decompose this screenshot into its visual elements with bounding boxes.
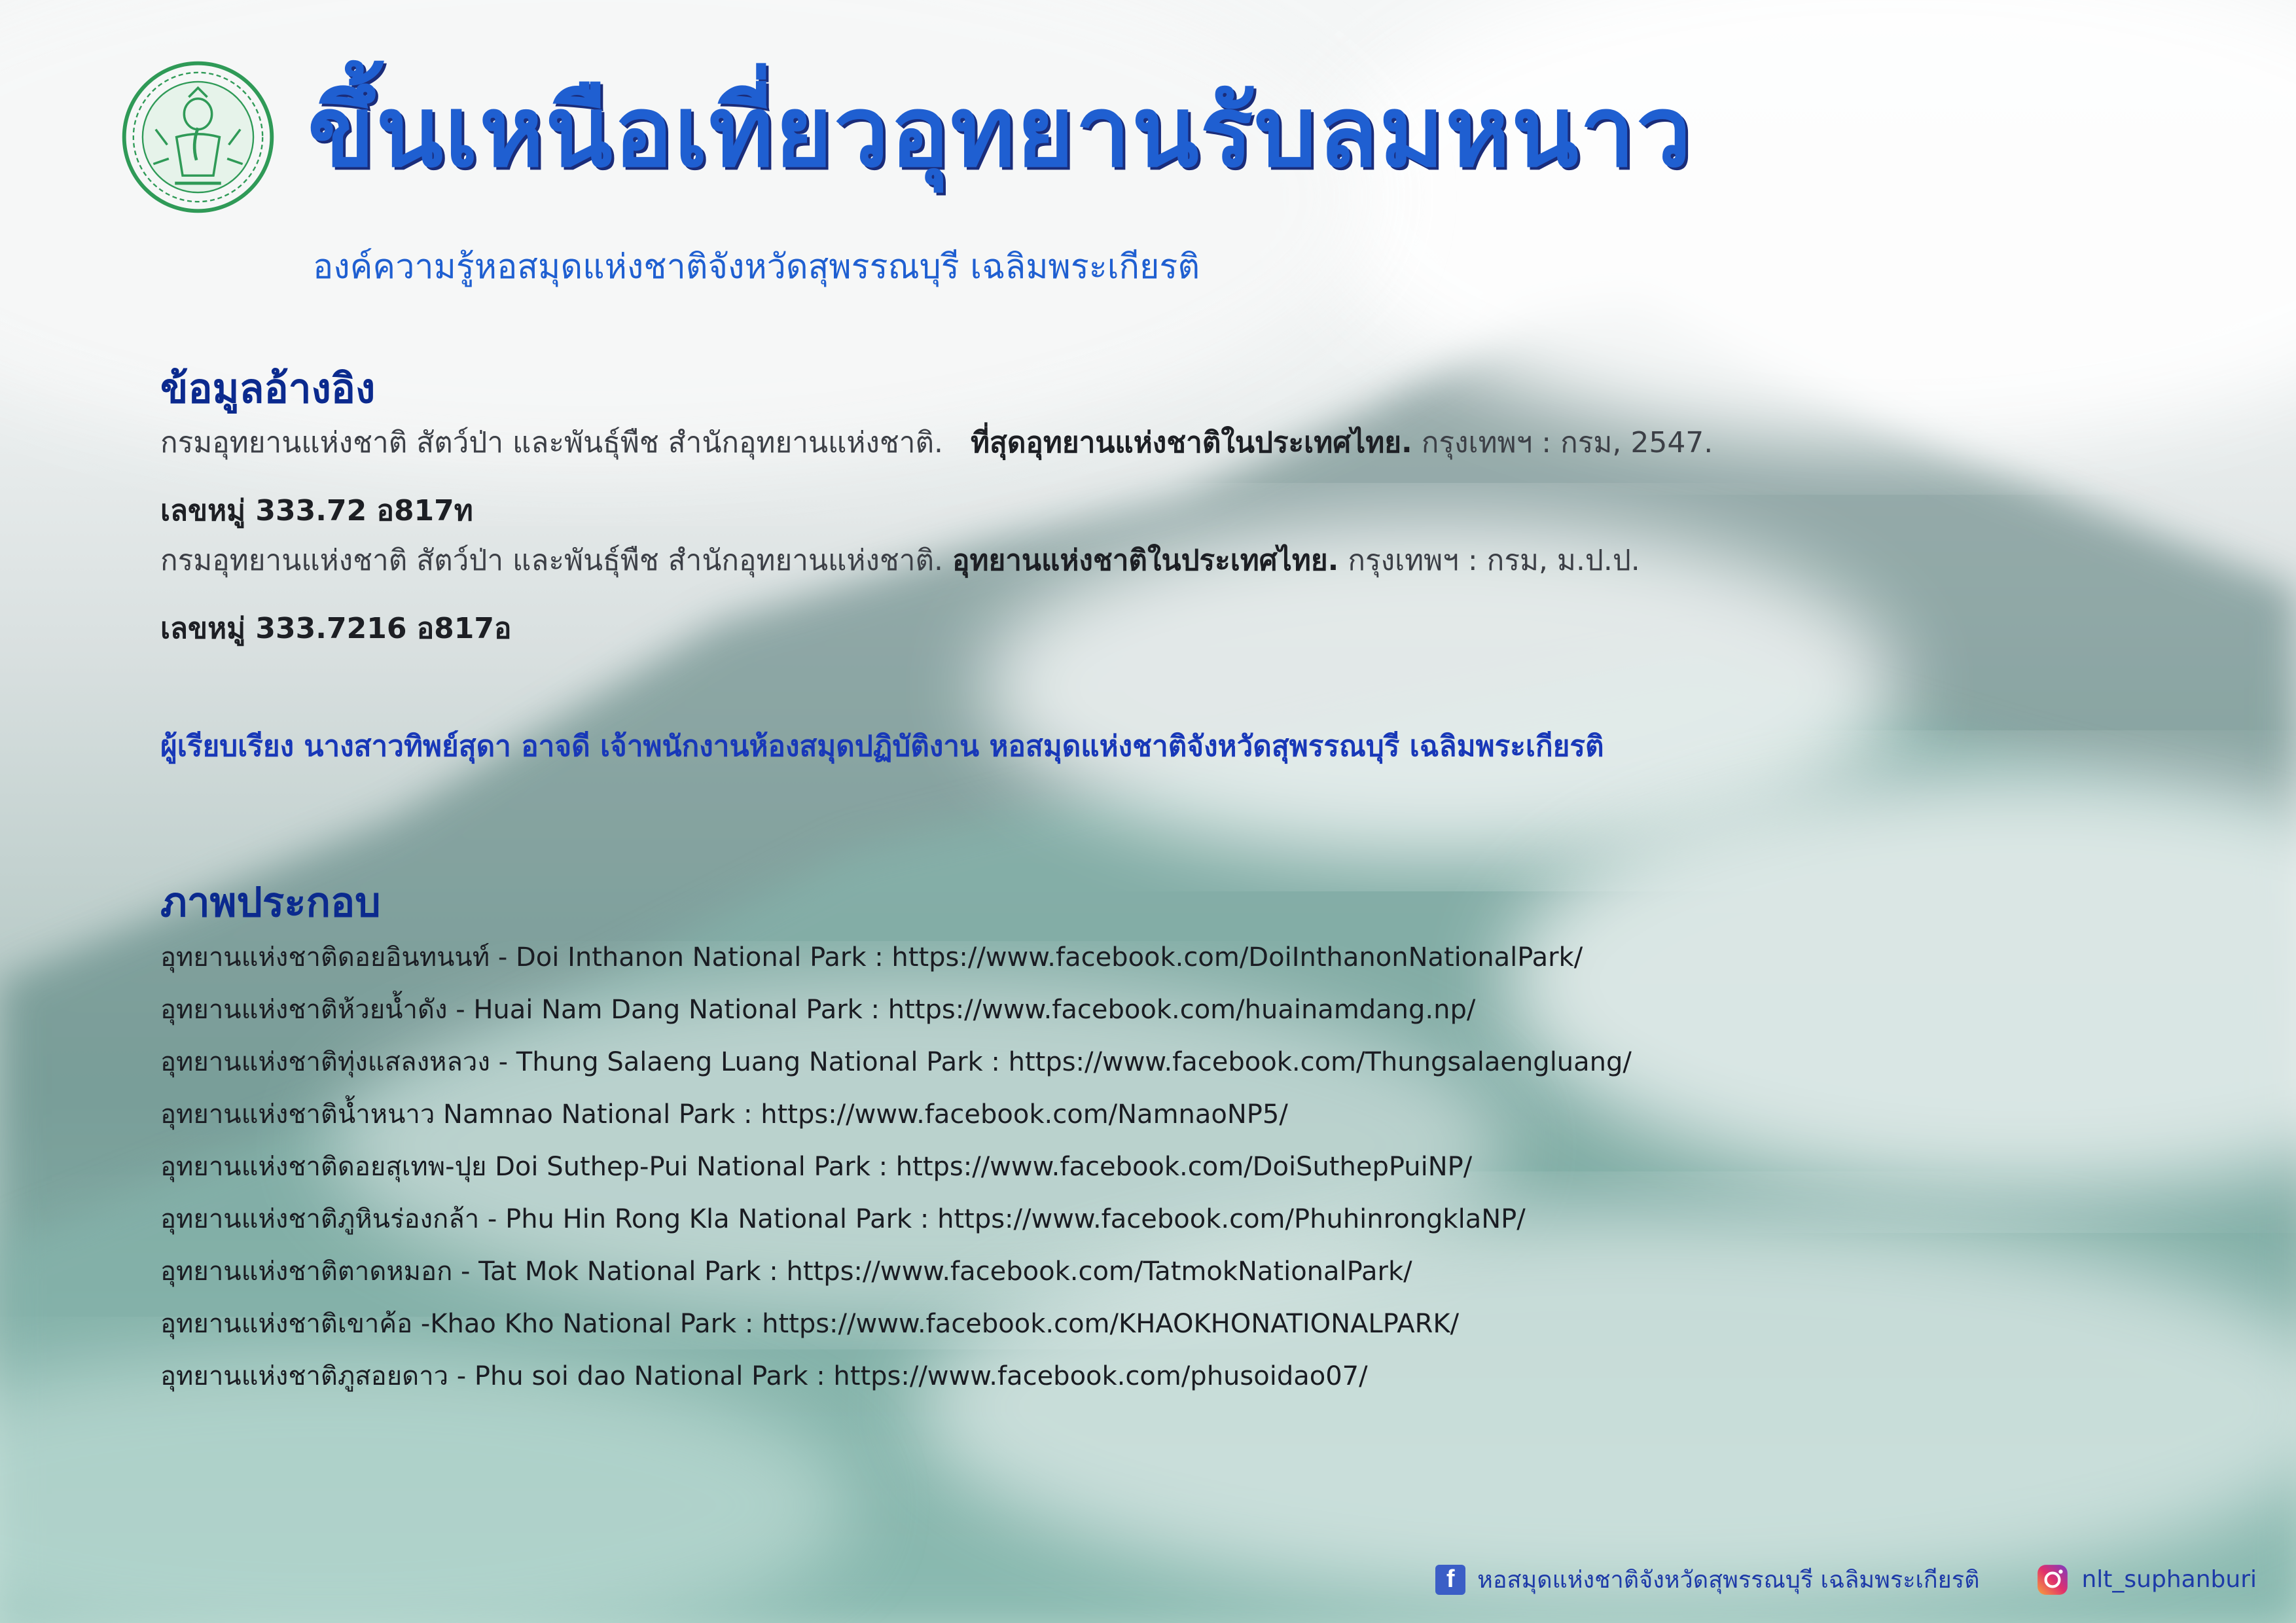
list-item: อุทยานแห่งชาติห้วยน้ำดัง - Huai Nam Dang National Park : https://www.facebook.com/huainamdang.np/ xyxy=(160,995,1476,1025)
compiler-credit: ผู้เรียบเรียง นางสาวทิพย์สุดา อาจดี เจ้าพนักงานห้องสมุดปฏิบัติงาน หอสมุดแห่งชาติจังหวัดสุพรรณบุรี เฉลิมพระเกียรติ xyxy=(160,730,1604,763)
list-item: อุทยานแห่งชาติดอยอินทนนท์ - Doi Inthanon National Park : https://www.facebook.com/DoiInthanonNationalPark/ xyxy=(160,942,1583,972)
ganesha-seal-logo xyxy=(121,60,275,214)
reference-1 xyxy=(160,426,2100,459)
list-item: อุทยานแห่งชาติเขาค้อ -Khao Kho National Park : https://www.facebook.com/KHAOKHONATIONALPARK/ xyxy=(160,1309,1460,1339)
citation-publisher: กรุงเทพฯ : กรม, ม.ป.ป. xyxy=(1348,544,1640,577)
reference-citation xyxy=(160,426,2100,459)
illustrations-heading: ภาพประกอบ xyxy=(160,878,381,926)
call-number: เลขหมู่ 333.72 อ817ท xyxy=(160,494,473,527)
references-heading: ข้อมูลอ้างอิง xyxy=(160,365,376,412)
instagram-handle: nlt_suphanburi xyxy=(2081,1566,2257,1593)
page-title: ขึ้นเหนือเที่ยวอุทยานรับลมหนาว xyxy=(308,75,1693,189)
reference-citation xyxy=(160,546,2100,575)
list-item: อุทยานแห่งชาติน้ำหนาว Namnao National Park : https://www.facebook.com/NamnaoNP5/ xyxy=(160,1099,1288,1130)
citation-title: ที่สุดอุทยานแห่งชาติในประเทศไทย. xyxy=(970,426,1412,459)
instagram-icon xyxy=(2036,1563,2070,1597)
list-item: อุทยานแห่งชาติภูหินร่องกล้า - Phu Hin Rong Kla National Park : https://www.facebook.com/PhuhinrongklaNP/ xyxy=(160,1204,1526,1234)
list-item: อุทยานแห่งชาติทุ่งแสลงหลวง - Thung Salaeng Luang National Park : https://www.facebook.com/Thungsalaengluang/ xyxy=(160,1047,1632,1077)
list-item: อุทยานแห่งชาติดอยสุเทพ-ปุย Doi Suthep-Pui National Park : https://www.facebook.com/DoiSuthepPuiNP/ xyxy=(160,1152,1473,1182)
page-subtitle: องค์ความรู้หอสมุดแห่งชาติจังหวัดสุพรรณบุรี เฉลิมพระเกียรติ xyxy=(313,247,1200,287)
citation-title: อุทยานแห่งชาติในประเทศไทย. xyxy=(952,544,1339,577)
facebook-icon: f xyxy=(1435,1565,1465,1595)
call-number: เลขหมู่ 333.7216 อ817อ xyxy=(160,612,512,645)
list-item: อุทยานแห่งชาติตาดหมอก - Tat Mok National Park : https://www.facebook.com/TatmokNationalPark/ xyxy=(160,1257,1412,1287)
footer-social xyxy=(1435,1561,2257,1598)
list-item: อุทยานแห่งชาติภูสอยดาว - Phu soi dao National Park : https://www.facebook.com/phusoidao07/ xyxy=(160,1361,1368,1391)
references-section xyxy=(160,357,2100,421)
facebook-page-name: หอสมุดแห่งชาติจังหวัดสุพรรณบุรี เฉลิมพระเกียรติ xyxy=(1477,1567,1980,1594)
reference-2 xyxy=(160,546,2100,575)
citation-author: กรมอุทยานแห่งชาติ สัตว์ป่า และพันธุ์พืช สำนักอุทยานแห่งชาติ. xyxy=(160,544,944,577)
citation-publisher: กรุงเทพฯ : กรม, 2547. xyxy=(1421,426,1713,459)
citation-author: กรมอุทยานแห่งชาติ สัตว์ป่า และพันธุ์พืช สำนักอุทยานแห่งชาติ. xyxy=(160,426,944,459)
